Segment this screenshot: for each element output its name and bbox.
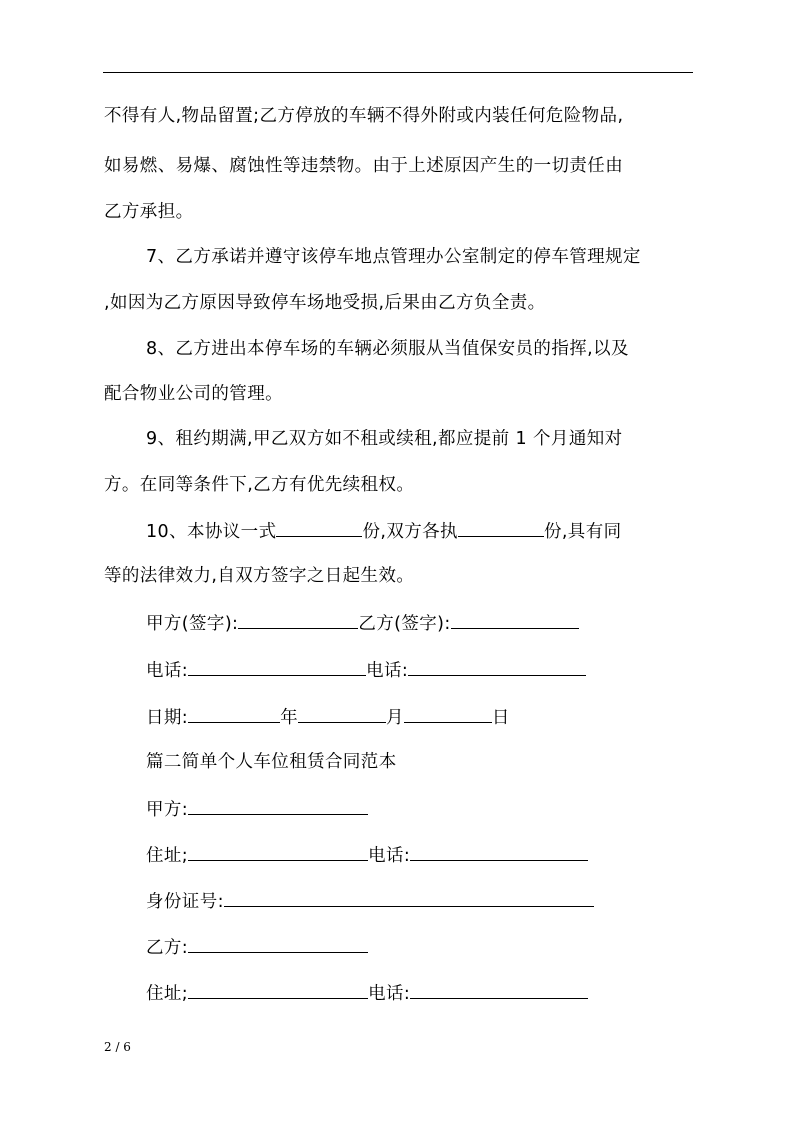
paragraph-line: 如易燃、易爆、腐蚀性等违禁物。由于上述原因产生的一切责任由 <box>104 156 624 176</box>
phone-label: 电话: <box>368 984 411 1004</box>
party-b-row <box>146 932 706 960</box>
paragraph-line: 不得有人,物品留置;乙方停放的车辆不得外附或内装任何危险物品, <box>104 106 624 126</box>
phone-label: 电话: <box>366 661 409 681</box>
address-label: 住址; <box>146 846 189 866</box>
phone-label: 电话: <box>146 661 189 681</box>
party-b-phone-field[interactable] <box>408 655 586 676</box>
party-b-sign-field[interactable] <box>451 608 579 629</box>
phone-label: 电话: <box>368 846 411 866</box>
clause-10-line: 等的法律效力,自双方签字之日起生效。 <box>104 566 415 586</box>
year-field[interactable] <box>188 702 280 723</box>
clause-8-line: 配合物业公司的管理。 <box>104 384 283 404</box>
address-field[interactable] <box>188 978 368 999</box>
clause-9-line: 方。在同等条件下,乙方有优先续租权。 <box>104 475 415 495</box>
page-number: 2 / 6 <box>104 1040 131 1054</box>
address-label: 住址; <box>146 984 189 1004</box>
party-a-sign-field[interactable] <box>238 608 358 629</box>
address-row <box>146 978 706 1006</box>
clause-7-line: ,如因为乙方原因导致停车场地受损,后果由乙方负全责。 <box>104 293 546 313</box>
id-label: 身份证号: <box>146 892 224 912</box>
clause-10-text: 份,双方各执 <box>362 522 458 542</box>
date-label: 日期: <box>146 708 189 728</box>
address-field[interactable] <box>188 840 368 861</box>
copies-each-blank[interactable] <box>458 516 544 537</box>
header-rule <box>103 72 693 73</box>
date-row <box>146 702 706 730</box>
copies-blank[interactable] <box>276 516 362 537</box>
party-a-row <box>146 794 706 822</box>
clause-10-text: 10、本协议一式 <box>146 522 277 542</box>
month-label: 月 <box>386 708 404 728</box>
paragraph-line: 乙方承担。 <box>104 202 194 222</box>
party-b-label: 乙方: <box>146 938 189 958</box>
party-a-phone-field[interactable] <box>188 655 366 676</box>
phone-row <box>146 655 706 683</box>
phone-field[interactable] <box>410 978 588 999</box>
id-number-field[interactable] <box>224 886 594 907</box>
party-a-field[interactable] <box>188 794 368 815</box>
year-label: 年 <box>280 708 299 728</box>
section-title: 篇二简单个人车位租赁合同范本 <box>146 752 397 772</box>
clause-10-line <box>146 516 706 544</box>
address-row <box>146 840 706 868</box>
signature-row <box>146 608 706 636</box>
clause-9-line: 9、租约期满,甲乙双方如不租或续租,都应提前 1 个月通知对 <box>146 429 623 449</box>
party-b-field[interactable] <box>188 932 368 953</box>
clause-8-line: 8、乙方进出本停车场的车辆必须服从当值保安员的指挥,以及 <box>146 339 629 359</box>
party-a-label: 甲方: <box>146 800 189 820</box>
id-row <box>146 886 706 914</box>
phone-field[interactable] <box>410 840 588 861</box>
day-label: 日 <box>491 708 510 728</box>
clause-10-text: 份,具有同 <box>543 522 622 542</box>
clause-7-line: 7、乙方承诺并遵守该停车地点管理办公室制定的停车管理规定 <box>146 247 641 267</box>
month-field[interactable] <box>298 702 386 723</box>
day-field[interactable] <box>404 702 492 723</box>
party-b-sign-label: 乙方(签字): <box>358 614 451 634</box>
party-a-sign-label: 甲方(签字): <box>146 614 239 634</box>
